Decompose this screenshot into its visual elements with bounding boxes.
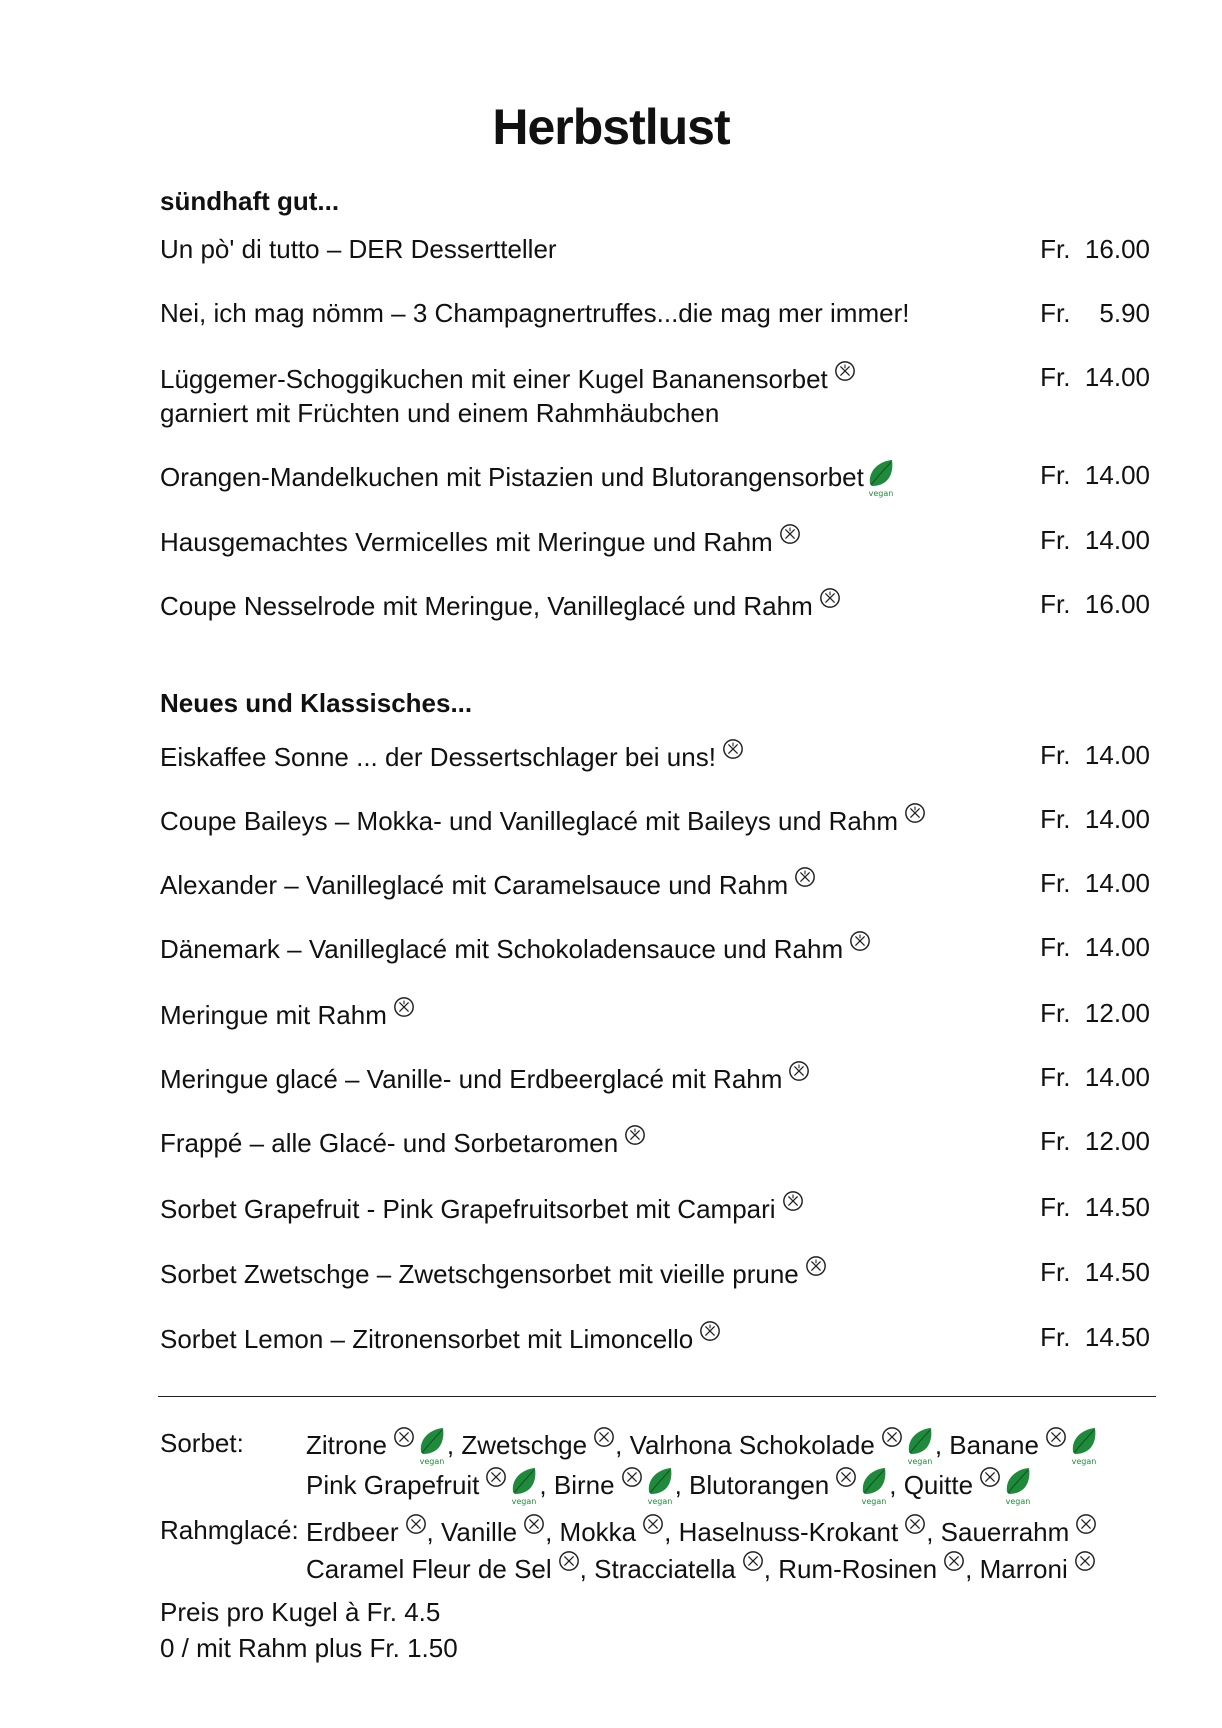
gluten-free-icon bbox=[405, 1513, 427, 1535]
item-price: Fr. 16.00 bbox=[1040, 234, 1150, 264]
item-price: Fr. 12.00 bbox=[1040, 998, 1150, 1028]
menu-item bbox=[160, 1124, 1150, 1160]
item-price: Fr. 16.00 bbox=[1040, 589, 1150, 619]
section-heading-suendhaft: sündhaft gut... bbox=[160, 186, 340, 216]
gluten-free-icon bbox=[788, 1060, 810, 1082]
gluten-free-icon bbox=[834, 360, 856, 382]
flavor: Quitte bbox=[903, 1470, 974, 1500]
svg-text:vegan: vegan bbox=[419, 1457, 445, 1466]
menu-item bbox=[160, 360, 1150, 430]
item-price: Fr. 14.50 bbox=[1040, 1257, 1150, 1287]
flavor: Banane bbox=[949, 1430, 1039, 1460]
flavor: Pink Grapefruit bbox=[306, 1470, 480, 1500]
vegan-leaf-icon bbox=[905, 1426, 935, 1466]
item-name: Un pò' di tutto – DER Dessertteller bbox=[160, 234, 557, 264]
item-price: Fr. 14.00 bbox=[1040, 740, 1150, 770]
svg-text:vegan: vegan bbox=[1071, 1457, 1097, 1466]
item-name: Eiskaffee Sonne ... der Dessertschlager bei uns! bbox=[160, 742, 716, 772]
vegan-leaf-icon bbox=[859, 1466, 889, 1506]
gluten-free-icon bbox=[794, 866, 816, 888]
item-name: Sorbet Zwetschge – Zwetschgensorbet mit vieille prune bbox=[160, 1259, 799, 1289]
gluten-free-icon bbox=[742, 1550, 764, 1572]
svg-text:vegan: vegan bbox=[512, 1497, 537, 1506]
item-name: Dänemark – Vanilleglacé mit Schokoladensauce und Rahm bbox=[160, 934, 844, 964]
menu-item bbox=[160, 996, 1150, 1032]
gluten-free-icon bbox=[523, 1513, 545, 1535]
flavor: Zwetschge bbox=[461, 1430, 588, 1460]
gluten-free-icon bbox=[904, 802, 926, 824]
gluten-free-icon bbox=[642, 1513, 664, 1535]
footnote-line: Preis pro Kugel à Fr. 4.5 bbox=[160, 1597, 441, 1627]
vegan-leaf-icon bbox=[417, 1426, 447, 1466]
gluten-free-icon bbox=[1074, 1550, 1096, 1572]
item-name: Hausgemachtes Vermicelles mit Meringue und Rahm bbox=[160, 527, 773, 557]
menu-item bbox=[160, 1190, 1150, 1226]
gluten-free-icon bbox=[904, 1513, 926, 1535]
item-name: Coupe Baileys – Mokka- und Vanilleglacé mit Baileys und Rahm bbox=[160, 806, 899, 836]
item-name: Frappé – alle Glacé- und Sorbetaromen bbox=[160, 1128, 619, 1158]
item-price: Fr. 14.00 bbox=[1040, 525, 1150, 555]
gluten-free-icon bbox=[699, 1320, 721, 1342]
item-price: Fr. 12.00 bbox=[1040, 1126, 1150, 1156]
svg-text:vegan: vegan bbox=[647, 1497, 672, 1506]
gluten-free-icon bbox=[393, 1426, 415, 1448]
menu-item bbox=[160, 296, 1150, 330]
flavor: Birne bbox=[553, 1470, 615, 1500]
gluten-free-icon bbox=[849, 930, 871, 952]
flavor: Haselnuss-Krokant bbox=[678, 1517, 899, 1547]
item-price: Fr. 5.90 bbox=[1040, 298, 1150, 328]
section-heading-neues: Neues und Klassisches... bbox=[160, 688, 473, 718]
svg-text:vegan: vegan bbox=[868, 489, 894, 498]
svg-text:vegan: vegan bbox=[1005, 1497, 1031, 1506]
svg-text:vegan: vegan bbox=[907, 1457, 933, 1466]
flavor: Rum-Rosinen bbox=[778, 1554, 938, 1584]
flavor: Valrhona Schokolade bbox=[629, 1430, 875, 1460]
gluten-free-icon bbox=[979, 1466, 1001, 1488]
item-name: Coupe Nesselrode mit Meringue, Vanilleglacé und Rahm bbox=[160, 591, 813, 621]
menu-item bbox=[160, 866, 1150, 902]
gluten-free-icon bbox=[782, 1190, 804, 1212]
page-title: Herbstlust bbox=[492, 99, 730, 155]
gluten-free-icon bbox=[593, 1426, 615, 1448]
gluten-free-icon bbox=[835, 1466, 857, 1488]
gluten-free-icon bbox=[722, 738, 744, 760]
item-name: Orangen-Mandelkuchen mit Pistazien und Blutorangensorbet bbox=[160, 462, 864, 492]
rahmglace-label: Rahmglacé: bbox=[160, 1515, 299, 1545]
flavor: Mokka bbox=[559, 1517, 637, 1547]
footnote-line: 0 / mit Rahm plus Fr. 1.50 bbox=[160, 1633, 458, 1663]
item-subline: garniert mit Früchten und einem Rahmhäubchen bbox=[160, 398, 720, 428]
gluten-free-icon bbox=[819, 587, 841, 609]
gluten-free-icon bbox=[1075, 1513, 1097, 1535]
item-name: Sorbet Lemon – Zitronensorbet mit Limoncello bbox=[160, 1324, 694, 1354]
flavor: Stracciatella bbox=[594, 1554, 736, 1584]
gluten-free-icon bbox=[393, 996, 415, 1018]
flavor: Vanille bbox=[440, 1517, 518, 1547]
divider bbox=[158, 1396, 1156, 1397]
menu-item bbox=[160, 1060, 1150, 1096]
menu-item bbox=[160, 738, 1150, 774]
item-name: Meringue glacé – Vanille- und Erdbeerglacé mit Rahm bbox=[160, 1064, 783, 1094]
gluten-free-icon bbox=[943, 1550, 965, 1572]
menu-item bbox=[160, 523, 1150, 559]
item-price: Fr. 14.00 bbox=[1040, 460, 1150, 490]
vegan-leaf-icon bbox=[866, 458, 896, 498]
item-name: Meringue mit Rahm bbox=[160, 1000, 387, 1030]
item-name: Alexander – Vanilleglacé mit Caramelsauce und Rahm bbox=[160, 870, 789, 900]
item-name: Nei, ich mag nömm – 3 Champagnertruffes...die mag mer immer! bbox=[160, 298, 910, 328]
item-price: Fr. 14.00 bbox=[1040, 362, 1150, 392]
svg-text:vegan: vegan bbox=[861, 1497, 887, 1506]
item-price: Fr. 14.50 bbox=[1040, 1192, 1150, 1222]
sorbet-label: Sorbet: bbox=[160, 1428, 244, 1458]
gluten-free-icon bbox=[805, 1255, 827, 1277]
gluten-free-icon bbox=[558, 1550, 580, 1572]
gluten-free-icon bbox=[1045, 1426, 1067, 1448]
flavor: Zitrone bbox=[306, 1430, 387, 1460]
item-price: Fr. 14.00 bbox=[1040, 1062, 1150, 1092]
item-name: Lüggemer-Schoggikuchen mit einer Kugel Bananensorbet bbox=[160, 364, 828, 394]
item-price: Fr. 14.50 bbox=[1040, 1322, 1150, 1352]
menu-item bbox=[160, 458, 1150, 498]
gluten-free-icon bbox=[624, 1124, 646, 1146]
item-price: Fr. 14.00 bbox=[1040, 932, 1150, 962]
menu-item bbox=[160, 587, 1150, 623]
menu-item bbox=[160, 802, 1150, 838]
flavor: Caramel Fleur de Sel bbox=[306, 1554, 552, 1584]
menu-item bbox=[160, 1320, 1150, 1356]
price-footnote bbox=[160, 1594, 458, 1666]
vegan-leaf-icon bbox=[1069, 1426, 1099, 1466]
menu-item bbox=[160, 930, 1150, 966]
menu-item bbox=[160, 232, 1150, 266]
flavor: Marroni bbox=[979, 1554, 1068, 1584]
vegan-leaf-icon bbox=[645, 1466, 675, 1506]
item-name: Sorbet Grapefruit - Pink Grapefruitsorbet mit Campari bbox=[160, 1194, 776, 1224]
vegan-leaf-icon bbox=[1003, 1466, 1033, 1506]
gluten-free-icon bbox=[621, 1466, 643, 1488]
gluten-free-icon bbox=[485, 1466, 507, 1488]
flavor: Sauerrahm bbox=[940, 1517, 1070, 1547]
vegan-leaf-icon bbox=[509, 1466, 539, 1506]
flavor: Blutorangen bbox=[689, 1470, 830, 1500]
gluten-free-icon bbox=[779, 523, 801, 545]
item-price: Fr. 14.00 bbox=[1040, 868, 1150, 898]
flavor: Erdbeer bbox=[306, 1517, 399, 1547]
item-price: Fr. 14.00 bbox=[1040, 804, 1150, 834]
gluten-free-icon bbox=[881, 1426, 903, 1448]
menu-item bbox=[160, 1255, 1150, 1291]
